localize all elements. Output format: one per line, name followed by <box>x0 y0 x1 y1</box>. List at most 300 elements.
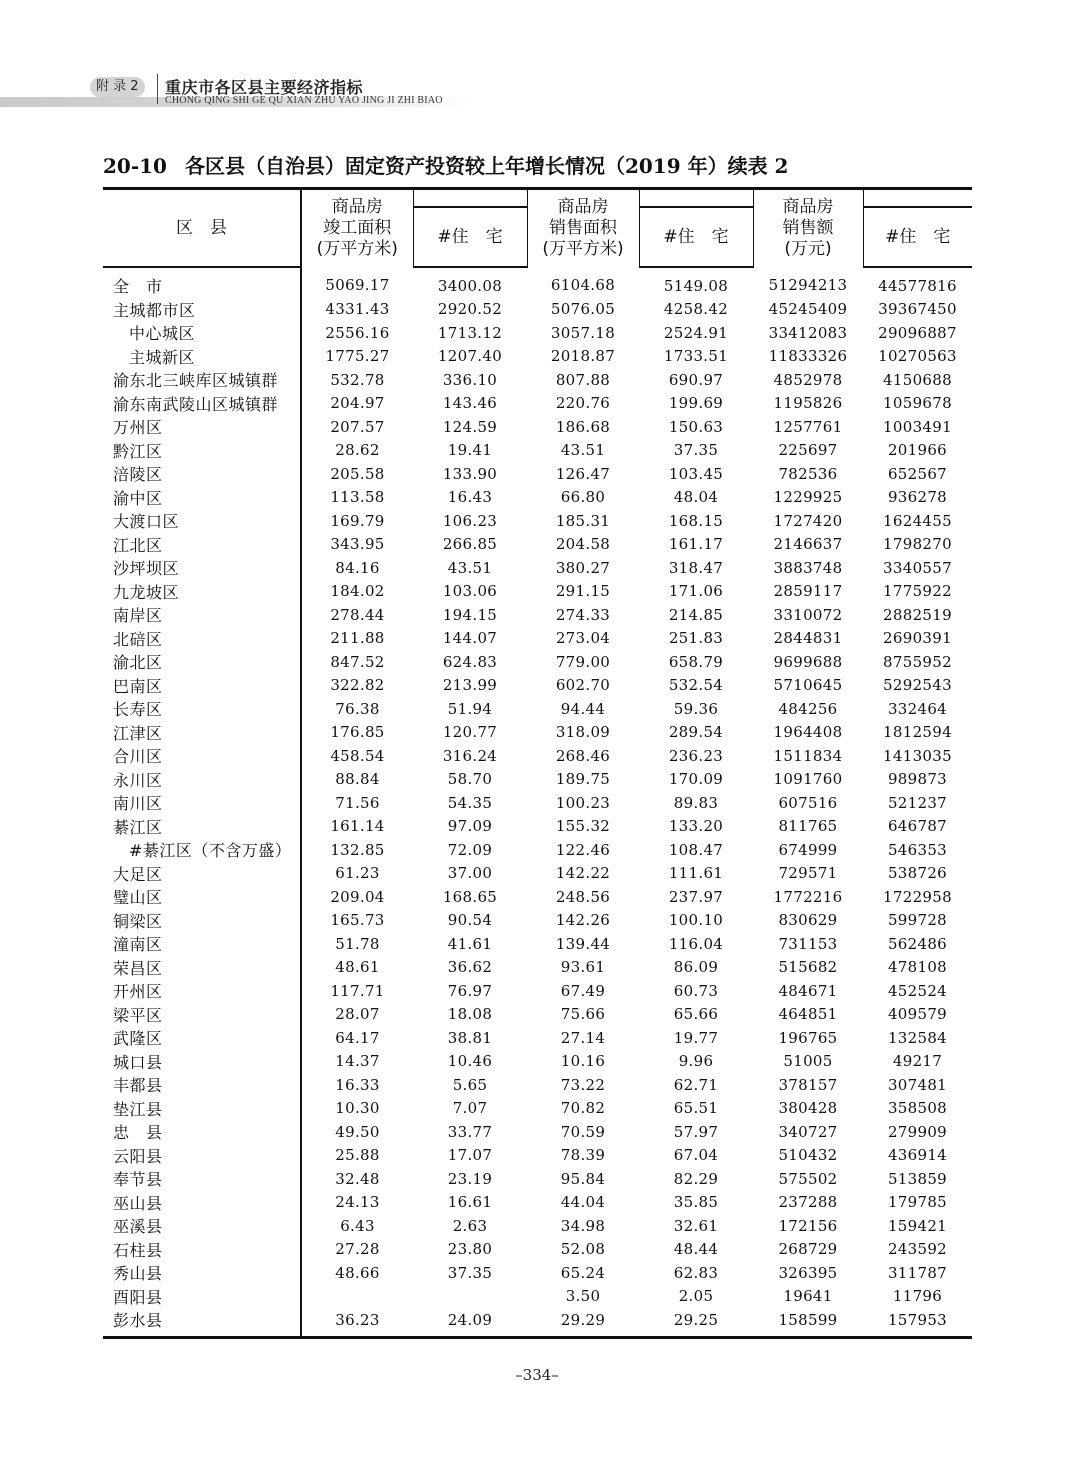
value-cell: 343.95 <box>301 533 413 557</box>
header-sales-area-residential: #住 宅 <box>639 207 753 267</box>
value-cell: 782536 <box>778 464 838 483</box>
table-row <box>103 368 972 392</box>
value-cell: 10.30 <box>301 1097 413 1121</box>
value-cell: 16.43 <box>447 488 493 507</box>
value-cell: 19.77 <box>673 1028 719 1047</box>
value-cell: 172156 <box>778 1216 838 1235</box>
table-row <box>103 744 972 768</box>
value-cell: 322.82 <box>301 674 413 698</box>
value-cell: 122.46 <box>555 840 611 859</box>
value-cell: 16.61 <box>447 1193 493 1212</box>
value-cell: 142.26 <box>555 911 611 930</box>
table-row <box>103 298 972 322</box>
value-cell: 274.33 <box>555 605 611 624</box>
header-line: 竣工面积 <box>323 218 392 238</box>
value-cell: 10270563 <box>878 347 957 366</box>
value-cell: 139.44 <box>555 934 611 953</box>
table-row <box>103 697 972 721</box>
table-row <box>103 392 972 416</box>
region-name-cell: 北碚区 <box>113 629 163 649</box>
value-cell: 120.77 <box>442 723 498 742</box>
header-line: 销售面积 <box>549 218 617 238</box>
region-name-cell: 秀山县 <box>113 1264 163 1284</box>
value-cell: 3.50 <box>565 1287 601 1306</box>
value-cell: 29.25 <box>639 1308 753 1337</box>
value-cell: 169.79 <box>301 509 413 533</box>
value-cell: 157953 <box>863 1308 972 1337</box>
value-cell: 248.56 <box>555 887 611 906</box>
value-cell: 94.44 <box>560 699 606 718</box>
value-cell: 513859 <box>887 1169 948 1188</box>
value-cell: 97.09 <box>447 817 493 836</box>
value-cell: 1059678 <box>883 394 952 413</box>
value-cell: 602.70 <box>555 676 611 695</box>
value-cell: 35.85 <box>673 1193 719 1212</box>
table-row <box>103 1238 972 1262</box>
value-cell: 575502 <box>778 1169 838 1188</box>
value-cell: 93.61 <box>560 958 606 977</box>
region-name-cell: 城口县 <box>113 1052 163 1072</box>
value-cell: 16.33 <box>301 1073 413 1097</box>
header-line: (万平方米) <box>316 239 398 259</box>
value-cell: 291.15 <box>555 582 611 601</box>
value-cell: 273.04 <box>555 629 611 648</box>
value-cell: 37.35 <box>673 441 719 460</box>
value-cell: 72.09 <box>447 840 493 859</box>
value-cell: 936278 <box>887 488 948 507</box>
value-cell: 37.35 <box>447 1263 493 1282</box>
value-cell: 209.04 <box>301 885 413 909</box>
table-row <box>103 580 972 604</box>
value-cell: 65.24 <box>560 1263 606 1282</box>
header-sales-amount <box>753 189 863 268</box>
region-name-cell: 永川区 <box>113 770 163 790</box>
value-cell: 538726 <box>887 864 948 883</box>
value-cell: 8755952 <box>883 652 952 671</box>
appendix-badge: 附 录 2 <box>90 77 145 97</box>
value-cell: 1775922 <box>883 582 952 601</box>
value-cell: 48.44 <box>673 1240 719 1259</box>
value-cell: 624.83 <box>442 652 498 671</box>
value-cell: 1195826 <box>773 394 843 413</box>
value-cell: 207.57 <box>301 415 413 439</box>
value-cell: 204.97 <box>301 392 413 416</box>
table-row <box>103 1144 972 1168</box>
table-row <box>103 650 972 674</box>
value-cell: 237288 <box>778 1193 838 1212</box>
value-cell: 132584 <box>887 1028 948 1047</box>
value-cell: 989873 <box>887 770 948 789</box>
value-cell: 236.23 <box>668 746 724 765</box>
region-name-cell: 巫溪县 <box>113 1217 163 1237</box>
value-cell: 6104.68 <box>550 276 616 295</box>
value-cell: 658.79 <box>668 652 724 671</box>
table-number: 20-10 <box>103 154 167 178</box>
table-row <box>103 838 972 862</box>
value-cell: 484256 <box>778 699 838 718</box>
value-cell: 51.94 <box>447 699 493 718</box>
table-row <box>103 1261 972 1285</box>
value-cell: 24.13 <box>301 1191 413 1215</box>
table-row <box>103 768 972 792</box>
value-cell: 225697 <box>778 441 838 460</box>
value-cell: 409579 <box>887 1005 948 1024</box>
value-cell: 4258.42 <box>663 300 729 319</box>
value-cell: 266.85 <box>442 535 498 554</box>
value-cell: 458.54 <box>301 744 413 768</box>
table-row <box>103 533 972 557</box>
table-row <box>103 462 972 486</box>
value-cell: 19641 <box>783 1287 833 1306</box>
value-cell: 62.71 <box>673 1075 719 1094</box>
value-cell: 106.23 <box>442 511 498 530</box>
value-cell: 268.46 <box>555 746 611 765</box>
value-cell: 168.15 <box>668 511 724 530</box>
region-name-cell: 中心城区 <box>129 324 196 344</box>
header-line: (万平方米) <box>542 239 624 259</box>
region-name-cell: #綦江区（不含万盛） <box>129 841 292 861</box>
value-cell: 1713.12 <box>437 323 503 342</box>
region-name-cell: 綦江区 <box>113 817 163 837</box>
table-row <box>103 1285 972 1309</box>
value-cell: 18.08 <box>447 1005 493 1024</box>
value-cell: 9.96 <box>678 1052 714 1071</box>
table-title-text: 各区县（自治县）固定资产投资较上年增长情况（2019 年）续表 2 <box>184 154 789 178</box>
value-cell: 2146637 <box>773 535 843 554</box>
value-cell: 2018.87 <box>550 347 616 366</box>
value-cell: 70.82 <box>560 1099 606 1118</box>
region-name-cell: 忠 县 <box>113 1123 163 1143</box>
value-cell: 44577816 <box>878 276 957 295</box>
value-cell: 159421 <box>887 1216 948 1235</box>
value-cell: 847.52 <box>301 650 413 674</box>
value-cell: 111.61 <box>668 864 724 883</box>
value-cell: 243592 <box>887 1240 948 1259</box>
value-cell: 70.59 <box>560 1122 606 1141</box>
value-cell: 10.16 <box>560 1052 606 1071</box>
value-cell: 179785 <box>887 1193 948 1212</box>
value-cell: 48.61 <box>301 956 413 980</box>
value-cell: 36.62 <box>447 958 493 977</box>
value-cell: 59.36 <box>673 699 719 718</box>
region-name-cell: 渝东北三峡库区城镇群 <box>113 371 279 391</box>
value-cell: 10.46 <box>447 1052 493 1071</box>
value-cell: 484671 <box>778 981 838 1000</box>
value-cell: 199.69 <box>668 394 724 413</box>
table-row <box>103 791 972 815</box>
value-cell: 546353 <box>887 840 948 859</box>
table-row <box>103 1073 972 1097</box>
table-row <box>103 1214 972 1238</box>
region-name-cell: 铜梁区 <box>113 911 163 931</box>
region-name-cell: 奉节县 <box>113 1170 163 1190</box>
value-cell: 5710645 <box>773 676 843 695</box>
value-cell: 1727420 <box>773 511 843 530</box>
value-cell: 60.73 <box>673 981 719 1000</box>
value-cell: 332464 <box>887 699 948 718</box>
value-cell: 194.15 <box>442 605 498 624</box>
value-cell: 67.04 <box>673 1146 719 1165</box>
region-name-cell: 渝北区 <box>113 653 163 673</box>
table-row <box>103 909 972 933</box>
value-cell: 214.85 <box>668 605 724 624</box>
value-cell: 39367450 <box>878 300 957 319</box>
value-cell: 607516 <box>778 793 838 812</box>
value-cell: 161.17 <box>668 535 724 554</box>
value-cell: 89.83 <box>673 793 719 812</box>
region-name-cell: 长寿区 <box>113 700 163 720</box>
value-cell: 51294213 <box>768 276 848 295</box>
value-cell: 562486 <box>887 934 948 953</box>
region-name-cell: 石柱县 <box>113 1240 163 1260</box>
value-cell: 64.17 <box>301 1026 413 1050</box>
value-cell: 90.54 <box>447 911 493 930</box>
value-cell: 2882519 <box>883 605 952 624</box>
value-cell: 44.04 <box>560 1193 606 1212</box>
value-cell: 2844831 <box>773 629 843 648</box>
table-row <box>103 1003 972 1027</box>
value-cell: 86.09 <box>673 958 719 977</box>
value-cell: 380428 <box>778 1099 838 1118</box>
value-cell: 36.23 <box>301 1308 413 1337</box>
value-cell: 95.84 <box>560 1169 606 1188</box>
value-cell: 57.97 <box>673 1122 719 1141</box>
region-name-cell: 彭水县 <box>103 1308 301 1337</box>
value-cell: 27.28 <box>301 1238 413 1262</box>
value-cell: 220.76 <box>555 394 611 413</box>
value-cell: 652567 <box>887 464 948 483</box>
value-cell: 117.71 <box>301 979 413 1003</box>
header-completed-residential: #住 宅 <box>413 207 527 267</box>
value-cell: 88.84 <box>301 768 413 792</box>
value-cell: 521237 <box>887 793 948 812</box>
value-cell: 464851 <box>778 1005 838 1024</box>
region-name-cell: 大渡口区 <box>113 512 180 532</box>
region-name-cell: 江北区 <box>113 535 163 555</box>
value-cell: 155.32 <box>555 817 611 836</box>
table-row <box>103 267 972 298</box>
value-cell: 1775.27 <box>301 345 413 369</box>
value-cell: 2.05 <box>678 1287 714 1306</box>
region-name-cell: 璧山区 <box>113 888 163 908</box>
value-cell: 27.14 <box>560 1028 606 1047</box>
value-cell: 3310072 <box>773 605 843 624</box>
region-name-cell: 荣昌区 <box>113 958 163 978</box>
region-name-cell: 云阳县 <box>113 1146 163 1166</box>
data-table <box>103 187 972 1339</box>
value-cell: 49.50 <box>301 1120 413 1144</box>
value-cell: 34.98 <box>560 1216 606 1235</box>
table-row <box>103 1167 972 1191</box>
region-name-cell: 巫山县 <box>113 1193 163 1213</box>
value-cell: 43.51 <box>447 558 493 577</box>
table-row <box>103 439 972 463</box>
page-number: –334– <box>515 1366 559 1384</box>
value-cell: 33.77 <box>447 1122 493 1141</box>
value-cell: 75.66 <box>560 1005 606 1024</box>
region-name-cell: 南川区 <box>113 794 163 814</box>
region-name-cell: 垫江县 <box>113 1099 163 1119</box>
value-cell: 76.38 <box>301 697 413 721</box>
value-cell: 380.27 <box>555 558 611 577</box>
value-cell: 318.47 <box>668 558 724 577</box>
value-cell: 132.85 <box>301 838 413 862</box>
region-name-cell: 潼南区 <box>113 935 163 955</box>
region-name-cell: 黔江区 <box>113 441 163 461</box>
value-cell: 478108 <box>887 958 948 977</box>
value-cell: 100.10 <box>668 911 724 930</box>
value-cell: 237.97 <box>668 887 724 906</box>
value-cell: 45245409 <box>768 300 848 319</box>
value-cell: 599728 <box>887 911 948 930</box>
value-cell: 158599 <box>753 1308 863 1337</box>
value-cell: 48.04 <box>673 488 719 507</box>
value-cell: 176.85 <box>301 721 413 745</box>
value-cell: 11796 <box>892 1287 943 1306</box>
data-table-container <box>103 187 972 1339</box>
table-row <box>103 1308 972 1337</box>
value-cell: 1229925 <box>773 488 843 507</box>
value-cell: 116.04 <box>668 934 724 953</box>
value-cell: 165.73 <box>301 909 413 933</box>
value-cell: 779.00 <box>555 652 611 671</box>
table-row <box>103 674 972 698</box>
value-cell: 532.78 <box>301 368 413 392</box>
value-cell: 171.06 <box>668 582 724 601</box>
value-cell: 515682 <box>778 958 838 977</box>
region-name-cell: 渝中区 <box>113 488 163 508</box>
region-name-cell: 涪陵区 <box>113 465 163 485</box>
value-cell: 251.83 <box>668 629 724 648</box>
region-name-cell: 江津区 <box>113 723 163 743</box>
value-cell: 49217 <box>892 1052 943 1071</box>
value-cell: 142.22 <box>555 864 611 883</box>
header-sales-amount-residential: #住 宅 <box>863 207 972 267</box>
value-cell: 184.02 <box>301 580 413 604</box>
value-cell: 168.65 <box>442 887 498 906</box>
value-cell: 23.80 <box>447 1240 493 1259</box>
value-cell: 1207.40 <box>437 347 503 366</box>
value-cell: 143.46 <box>442 394 498 413</box>
table-title <box>103 150 788 179</box>
table-row <box>103 862 972 886</box>
value-cell: 1812594 <box>883 723 952 742</box>
table-row <box>103 979 972 1003</box>
value-cell: 43.51 <box>560 441 606 460</box>
value-cell: 729571 <box>778 864 838 883</box>
value-cell: 340727 <box>778 1122 838 1141</box>
value-cell: 76.97 <box>447 981 493 1000</box>
value-cell: 103.06 <box>442 582 498 601</box>
value-cell: 3340557 <box>883 558 952 577</box>
value-cell: 196765 <box>778 1028 838 1047</box>
table-row <box>103 509 972 533</box>
table-row <box>103 815 972 839</box>
table-row <box>103 415 972 439</box>
value-cell: 289.54 <box>668 723 724 742</box>
value-cell: 807.88 <box>555 370 611 389</box>
table-row <box>103 321 972 345</box>
region-name-cell: 梁平区 <box>113 1005 163 1025</box>
value-cell: 78.39 <box>560 1146 606 1165</box>
region-name-cell: 沙坪坝区 <box>113 559 180 579</box>
value-cell: 436914 <box>887 1146 948 1165</box>
value-cell: 25.88 <box>301 1144 413 1168</box>
value-cell: 28.62 <box>301 439 413 463</box>
value-cell: 1772216 <box>773 887 843 906</box>
value-cell: 3400.08 <box>437 276 503 295</box>
value-cell: 7.07 <box>452 1099 488 1118</box>
region-name-cell: 丰都县 <box>113 1076 163 1096</box>
region-name-cell: 主城都市区 <box>113 300 196 320</box>
value-cell: 830629 <box>778 911 838 930</box>
table-row <box>103 885 972 909</box>
region-name-cell: 酉阳县 <box>113 1287 163 1307</box>
value-cell: 71.56 <box>301 791 413 815</box>
value-cell: 2556.16 <box>301 321 413 345</box>
region-name-cell: 主城新区 <box>129 347 196 367</box>
value-cell: 54.35 <box>447 793 493 812</box>
table-row <box>103 603 972 627</box>
value-cell: 6.43 <box>301 1214 413 1238</box>
header-sales-area <box>527 189 639 268</box>
value-cell: 52.08 <box>560 1240 606 1259</box>
value-cell: 62.83 <box>673 1263 719 1282</box>
value-cell: 268729 <box>778 1240 838 1259</box>
value-cell: 4150688 <box>883 370 952 389</box>
region-name-cell: 万州区 <box>113 418 163 438</box>
value-cell: 66.80 <box>560 488 606 507</box>
value-cell <box>413 1285 527 1309</box>
value-cell: 100.23 <box>555 793 611 812</box>
value-cell: 4331.43 <box>301 298 413 322</box>
value-cell: 84.16 <box>301 556 413 580</box>
value-cell: 731153 <box>778 934 838 953</box>
value-cell: 17.07 <box>447 1146 493 1165</box>
header-region: 区 县 <box>103 189 301 268</box>
header-line: 商品房 <box>557 197 609 217</box>
table-row <box>103 956 972 980</box>
value-cell: 378157 <box>778 1075 838 1094</box>
value-cell: 279909 <box>887 1122 948 1141</box>
value-cell: 144.07 <box>442 629 498 648</box>
value-cell: 204.58 <box>555 535 611 554</box>
header-line: 销售额 <box>782 218 834 238</box>
table-row <box>103 1191 972 1215</box>
region-name-cell: 渝东南武陵山区城镇群 <box>113 394 279 414</box>
value-cell: 51.78 <box>301 932 413 956</box>
table-row <box>103 1097 972 1121</box>
value-cell: 1091760 <box>773 770 843 789</box>
value-cell: 150.63 <box>668 417 724 436</box>
table-row <box>103 556 972 580</box>
value-cell: 189.75 <box>555 770 611 789</box>
value-cell: 19.41 <box>447 441 493 460</box>
value-cell: 133.20 <box>668 817 724 836</box>
value-cell: 674999 <box>778 840 838 859</box>
region-name-cell: 南岸区 <box>113 606 163 626</box>
value-cell: 316.24 <box>442 746 498 765</box>
value-cell: 133.90 <box>442 464 498 483</box>
value-cell: 5292543 <box>883 676 952 695</box>
value-cell: 29.29 <box>527 1308 639 1337</box>
value-cell: 5069.17 <box>301 267 413 298</box>
value-cell: 336.10 <box>442 370 498 389</box>
region-name-cell: 武隆区 <box>113 1029 163 1049</box>
value-cell: 29096887 <box>878 323 957 342</box>
value-cell: 67.49 <box>560 981 606 1000</box>
table-row <box>103 1050 972 1074</box>
